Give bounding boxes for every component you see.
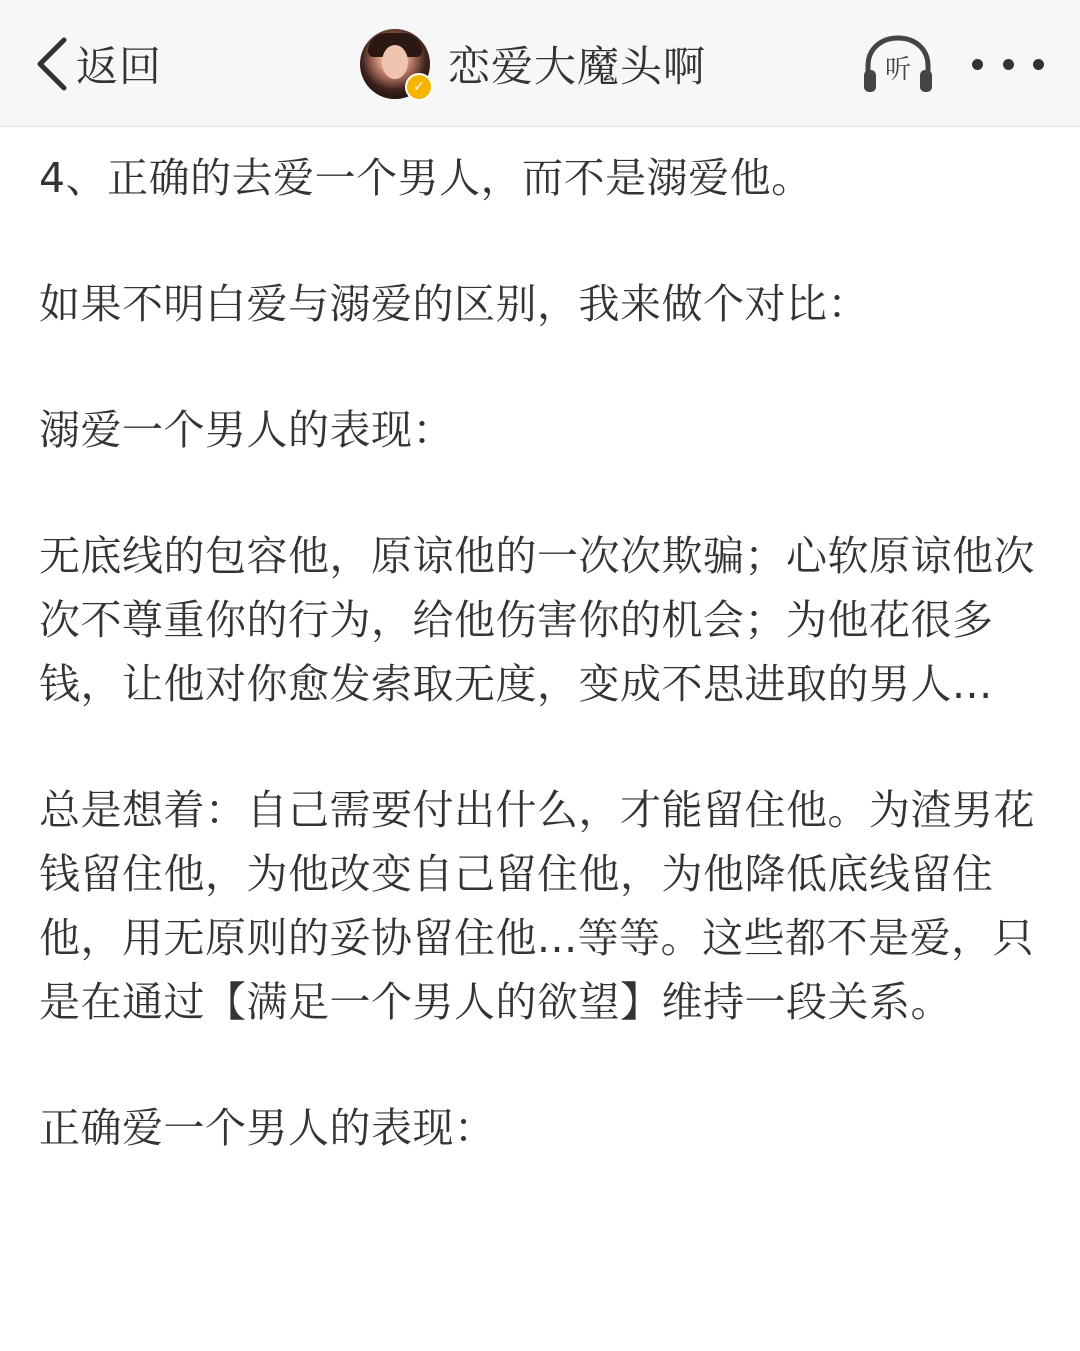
account-name[interactable]: 恋爱大魔头啊: [448, 42, 707, 91]
verified-badge-icon: ✓: [405, 73, 433, 101]
article-paragraph: 正确爱一个男人的表现：: [39, 1104, 496, 1152]
back-button[interactable]: [30, 30, 162, 98]
chevron-left-icon: [30, 34, 74, 94]
more-dots-icon: [972, 59, 983, 70]
avatar[interactable]: [360, 29, 430, 99]
listen-button[interactable]: [860, 32, 936, 96]
more-dots-icon: [1033, 59, 1044, 70]
nav-bar: [0, 0, 1080, 127]
back-label: 返回: [76, 42, 163, 91]
article-paragraph: 总是想着：自己需要付出什么，才能留住他。为渣男花钱留住他，为他改变自己留住他，为他降低底线留住他，用无原则的妥协留住他...等等。这些都不是爱，只是在通过【满足一个男人的欲望】维持一段关系。: [39, 786, 1035, 1026]
avatar-face: [382, 45, 408, 79]
article-paragraph: 溺爱一个男人的表现：: [39, 406, 454, 454]
more-dots-icon: [1003, 59, 1014, 70]
account-header[interactable]: [360, 26, 706, 102]
listen-label: 听: [884, 55, 911, 85]
more-button[interactable]: [972, 44, 1044, 84]
article-paragraph: 如果不明白爱与溺爱的区别，我来做个对比：: [39, 280, 869, 328]
article-paragraph: 无底线的包容他，原谅他的一次次欺骗；心软原谅他次次不尊重你的行为，给他伤害你的机会；为他花很多钱，让他对你愈发索取无度，变成不思进取的男人...: [39, 532, 1035, 708]
article-body: [39, 146, 1049, 1222]
article-paragraph: 4、正确的去爱一个男人，而不是溺爱他。: [39, 154, 813, 202]
